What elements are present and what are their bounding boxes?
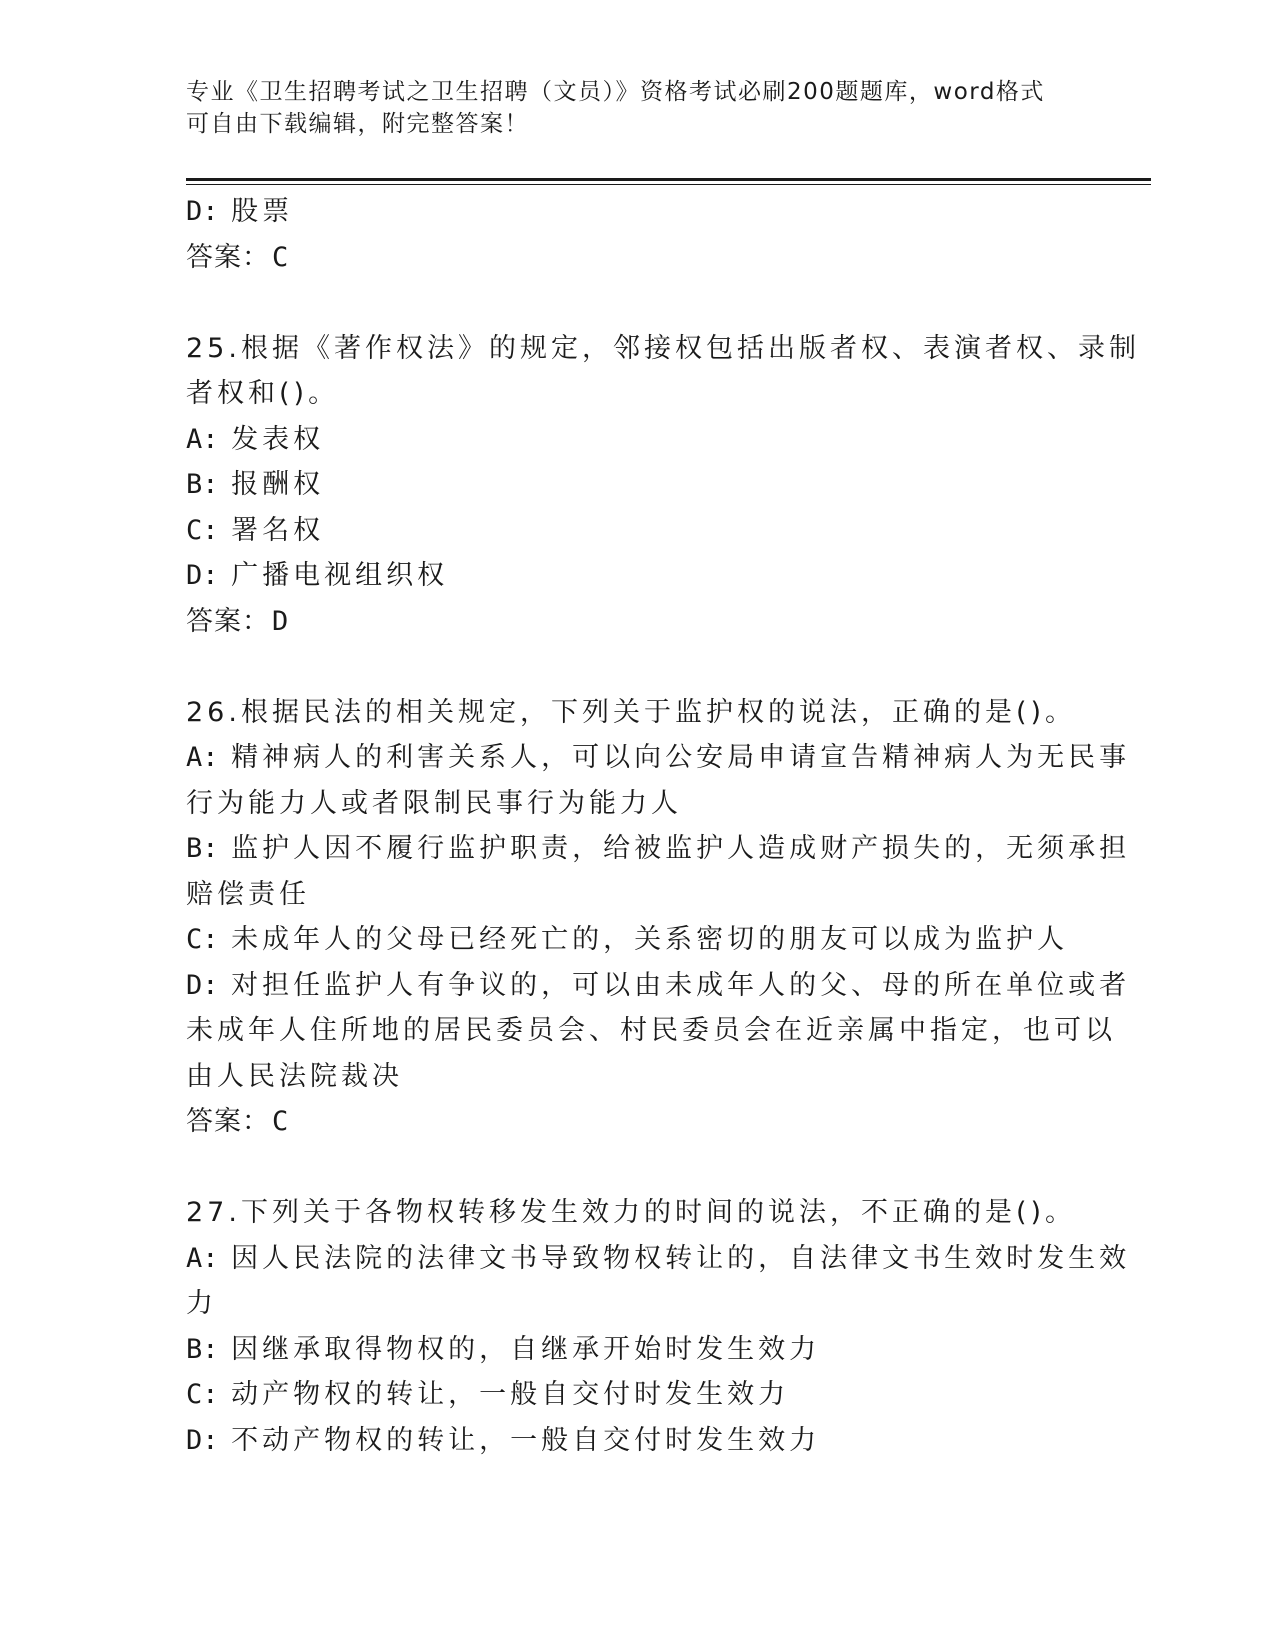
option-d bbox=[186, 189, 1086, 235]
answer-value: D bbox=[272, 605, 290, 637]
option-text: 署名权 bbox=[231, 514, 325, 546]
option-d bbox=[186, 963, 1131, 1009]
option-b bbox=[186, 826, 1131, 872]
answer-label: 答案： bbox=[186, 241, 270, 272]
option-key: B: bbox=[186, 833, 219, 864]
option-a bbox=[186, 1236, 1131, 1282]
option-text: 精神病人的利害关系人，可以向公安局申请宣告精神病人为无民事 bbox=[231, 742, 1131, 773]
answer-line bbox=[186, 235, 1086, 281]
option-text: 股票 bbox=[231, 196, 294, 227]
option-text: 因人民法院的法律文书导致物权转让的，自法律文书生效时发生效 bbox=[231, 1242, 1131, 1274]
option-key: D: bbox=[186, 196, 219, 227]
option-key: D: bbox=[186, 1424, 219, 1456]
option-key: A: bbox=[186, 742, 219, 773]
option-text: 动产物权的转让，一般自交付时发生效力 bbox=[231, 1379, 790, 1410]
question-26 bbox=[186, 690, 1131, 1145]
question-stem: 者权和()。 bbox=[186, 378, 340, 409]
option-d-continued: 未成年人住所地的居民委员会、村民委员会在近亲属中指定，也可以 bbox=[186, 1015, 1116, 1046]
option-key: A: bbox=[186, 1242, 219, 1274]
option-d-continued: 由人民法院裁决 bbox=[186, 1060, 403, 1092]
option-text: 因继承取得物权的，自继承开始时发生效力 bbox=[231, 1333, 821, 1365]
document-body bbox=[186, 189, 1140, 1463]
option-text: 不动产物权的转让，一般自交付时发生效力 bbox=[231, 1424, 821, 1456]
spacer bbox=[186, 644, 1086, 690]
answer-line bbox=[186, 599, 1086, 645]
option-key: C: bbox=[186, 924, 219, 955]
option-key: C: bbox=[186, 514, 219, 546]
header-line-2: 可自由下载编辑，附完整答案！ bbox=[186, 111, 529, 137]
option-key: C: bbox=[186, 1379, 219, 1410]
option-a-continued: 力 bbox=[186, 1288, 217, 1319]
option-text: 报酬权 bbox=[231, 469, 325, 500]
question-27 bbox=[186, 1190, 1131, 1463]
option-b bbox=[186, 1327, 1086, 1373]
option-a-continued: 行为能力人或者限制民事行为能力人 bbox=[186, 787, 682, 819]
header-line-1: 专业《卫生招聘考试之卫生招聘（文员）》资格考试必刷200题题库，word格式 bbox=[186, 79, 1045, 105]
spacer bbox=[186, 280, 1086, 326]
answer-line bbox=[186, 1099, 1086, 1145]
option-text: 监护人因不履行监护职责，给被监护人造成财产损失的，无须承担 bbox=[231, 833, 1131, 864]
answer-label: 答案： bbox=[186, 1106, 270, 1136]
option-key: D: bbox=[186, 969, 219, 1001]
header-rule-thin bbox=[186, 184, 1151, 185]
option-a bbox=[186, 417, 1086, 463]
option-b-continued: 赔偿责任 bbox=[186, 878, 310, 910]
question-25 bbox=[186, 326, 1140, 645]
header-rule-thick bbox=[186, 178, 1151, 181]
question-stem: 26.根据民法的相关规定，下列关于监护权的说法，正确的是()。 bbox=[186, 696, 1077, 728]
answer-value: C bbox=[272, 241, 290, 273]
option-c bbox=[186, 1372, 1086, 1418]
question-stem: 25.根据《著作权法》的规定，邻接权包括出版者权、表演者权、录制 bbox=[186, 332, 1140, 364]
option-c bbox=[186, 508, 1086, 554]
option-c bbox=[186, 917, 1086, 963]
question-stem: 27.下列关于各物权转移发生效力的时间的说法，不正确的是()。 bbox=[186, 1197, 1077, 1228]
option-a bbox=[186, 735, 1131, 781]
option-key: B: bbox=[186, 1333, 219, 1365]
option-b bbox=[186, 462, 1086, 508]
option-key: B: bbox=[186, 469, 219, 500]
document-header bbox=[186, 76, 1076, 140]
answer-value: C bbox=[272, 1106, 290, 1137]
option-d bbox=[186, 1418, 1086, 1464]
option-text: 广播电视组织权 bbox=[231, 560, 449, 591]
answer-label: 答案： bbox=[186, 605, 270, 636]
option-text: 对担任监护人有争议的，可以由未成年人的父、母的所在单位或者 bbox=[231, 969, 1131, 1001]
option-key: A: bbox=[186, 423, 219, 455]
option-d bbox=[186, 553, 1086, 599]
option-text: 未成年人的父母已经死亡的，关系密切的朋友可以成为监护人 bbox=[231, 924, 1069, 955]
spacer bbox=[186, 1145, 1086, 1191]
option-key: D: bbox=[186, 560, 219, 591]
option-text: 发表权 bbox=[231, 423, 325, 455]
